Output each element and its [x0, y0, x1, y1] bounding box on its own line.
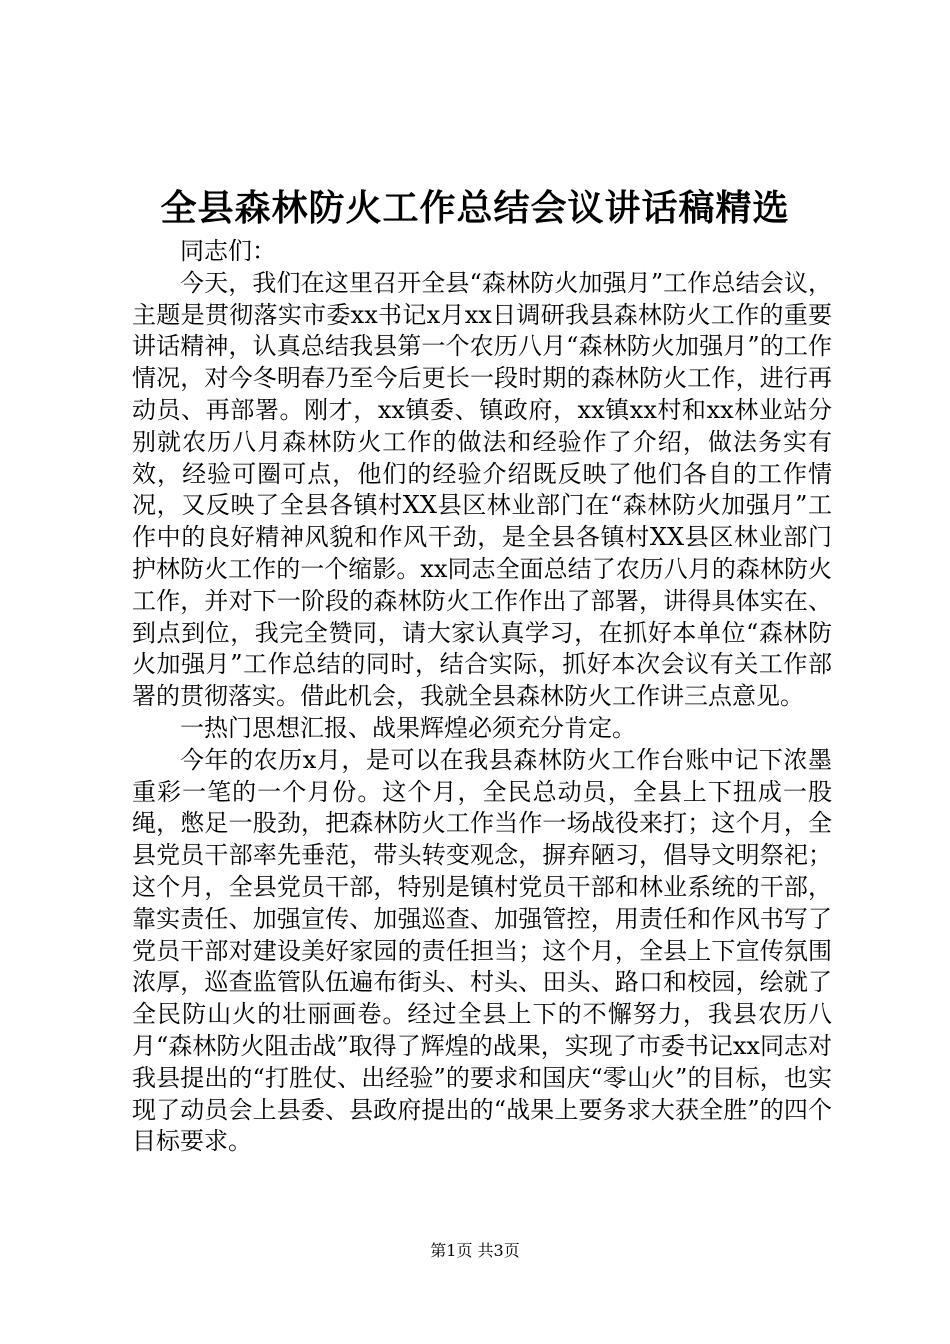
- document-body: [132, 236, 832, 1158]
- document-title: 全县森林防火工作总结会议讲话稿精选: [160, 187, 790, 229]
- section-heading-paragraph: 一热门思想汇报、战果辉煌必须充分肯定。: [180, 713, 636, 742]
- page-number-footer: 第1页 共3页: [430, 1241, 520, 1260]
- salutation-paragraph: 同志们：: [180, 237, 276, 265]
- body-paragraph: 今天，我们在这里召开全县“森林防火加强月”工作总结会议，主题是贯彻落实市委xx书记x月xx日调研我县森林防火工作的重要讲话精神，认真总结我县第一个农历八月“森林防火加强月”的工作情况，对今冬明春乃至今后更长一段时期的森林防火工作，进行再动员、再部署。刚才，xx镇委、镇政府，xx镇xx村和xx林业站分别就农历八月森林防火工作的做法和经验作了介绍，做法务实有效，经验可圈可点，他们的经验介绍既反映了他们各自的工作情况，又反映了全县各镇村XX县区林业部门在“森林防火加强月”工作中的良好精神风貌和作风干劲，是全县各镇村XX县区林业部门护林防火工作的一个缩影。xx同志全面总结了农历八月的森林防火工作，并对下一阶段的森林防火工作作出了部署，讲得具体实在、到点到位，我完全赞同，请大家认真学习，在抓好本单位“森林防火加强月”工作总结的同时，结合实际，抓好本次会议有关工作部署的贯彻落实。借此机会，我就全县森林防火工作讲三点意见。: [132, 268, 832, 711]
- body-paragraph: 今年的农历x月，是可以在我县森林防火工作台账中记下浓墨重彩一笔的一个月份。这个月，全民总动员，全县上下扭成一股绳，憋足一股劲，把森林防火工作当作一场战役来打；这个月，全县党员干部率先垂范，带头转变观念，摒弃陋习，倡导文明祭祀；这个月，全县党员干部，特别是镇村党员干部和林业系统的干部，靠实责任、加强宣传、加强巡查、加强管控，用责任和作风书写了党员干部对建设美好家园的责任担当；这个月，全县上下宣传氛围浓厚，巡查监管队伍遍布街头、村头、田头、路口和校园，绘就了全民防山火的壮丽画卷。经过全县上下的不懈努力，我县农历八月“森林防火阻击战”取得了辉煌的战果，实现了市委书记xx同志对我县提出的“打胜仗、出经验”的要求和国庆“零山火”的目标，也实现了动员会上县委、县政府提出的“战果上要务求大获全胜”的四个目标要求。: [132, 745, 832, 1156]
